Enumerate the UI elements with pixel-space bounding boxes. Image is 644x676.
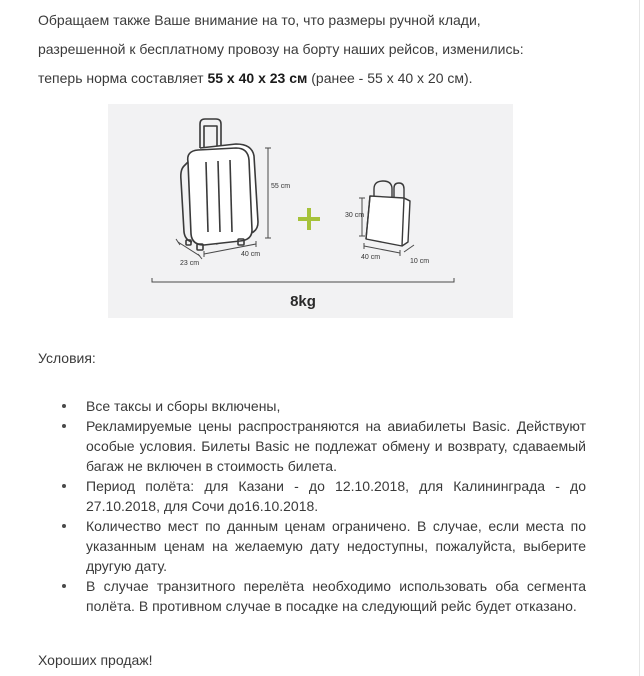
intro-paragraph — [38, 6, 628, 93]
closing-text: Хороших продаж! — [38, 652, 153, 668]
bullet-icon — [62, 484, 66, 488]
conditions-title: Условия: — [38, 350, 96, 366]
intro-line-3-prefix: теперь норма составляет — [38, 70, 208, 86]
hand-baggage-illustration — [108, 104, 513, 318]
list-item: Количество мест по данным ценам ограничено. В случае, если места по указанным ценам на желаемую дату недоступны, пожалуйста, выберите другую дату. — [86, 516, 586, 576]
shopping-bag-icon — [366, 181, 410, 246]
bullet-icon — [62, 404, 66, 408]
bag-width-label: 40 cm — [361, 254, 381, 261]
intro-line-1: Обращаем также Ваше внимание на то, что размеры ручной клади, — [38, 12, 481, 28]
list-item: Все таксы и сборы включены, — [86, 396, 586, 416]
bag-depth-label: 10 cm — [410, 258, 430, 265]
bullet-icon — [62, 424, 66, 428]
bullet-icon — [62, 524, 66, 528]
conditions-list — [60, 396, 586, 616]
list-item: Период полёта: для Казани - до 12.10.2018, для Калининграда - до 27.10.2018, для Сочи до16.10.2018. — [86, 476, 586, 516]
list-item: В случае транзитного перелёта необходимо использовать оба сегмента полёта. В противном случае в посадке на следующий рейс будет отказано. — [86, 576, 586, 616]
plus-icon — [300, 210, 318, 228]
suitcase-depth-label: 23 cm — [180, 260, 200, 267]
bullet-icon — [62, 584, 66, 588]
suitcase-icon — [181, 119, 258, 250]
bag-height-label: 30 cm — [345, 212, 365, 219]
total-weight-label: 8kg — [290, 293, 316, 310]
suitcase-width-label: 40 cm — [241, 251, 261, 258]
intro-line-2: разрешенной к бесплатному провозу на борту наших рейсов, изменились: — [38, 41, 524, 57]
intro-line-3-suffix: (ранее - 55 х 40 х 20 см). — [307, 70, 473, 86]
intro-line-3 — [38, 64, 628, 93]
list-item: Рекламируемые цены распространяются на авиабилеты Basic. Действуют особые условия. Билеты Basic не подлежат обмену и возврату, сдаваемый багаж не включен в стоимость билета. — [86, 416, 586, 476]
baggage-size-new: 55 x 40 x 23 см — [207, 70, 308, 86]
page-edge-divider — [639, 0, 640, 676]
suitcase-height-label: 55 cm — [271, 183, 291, 190]
